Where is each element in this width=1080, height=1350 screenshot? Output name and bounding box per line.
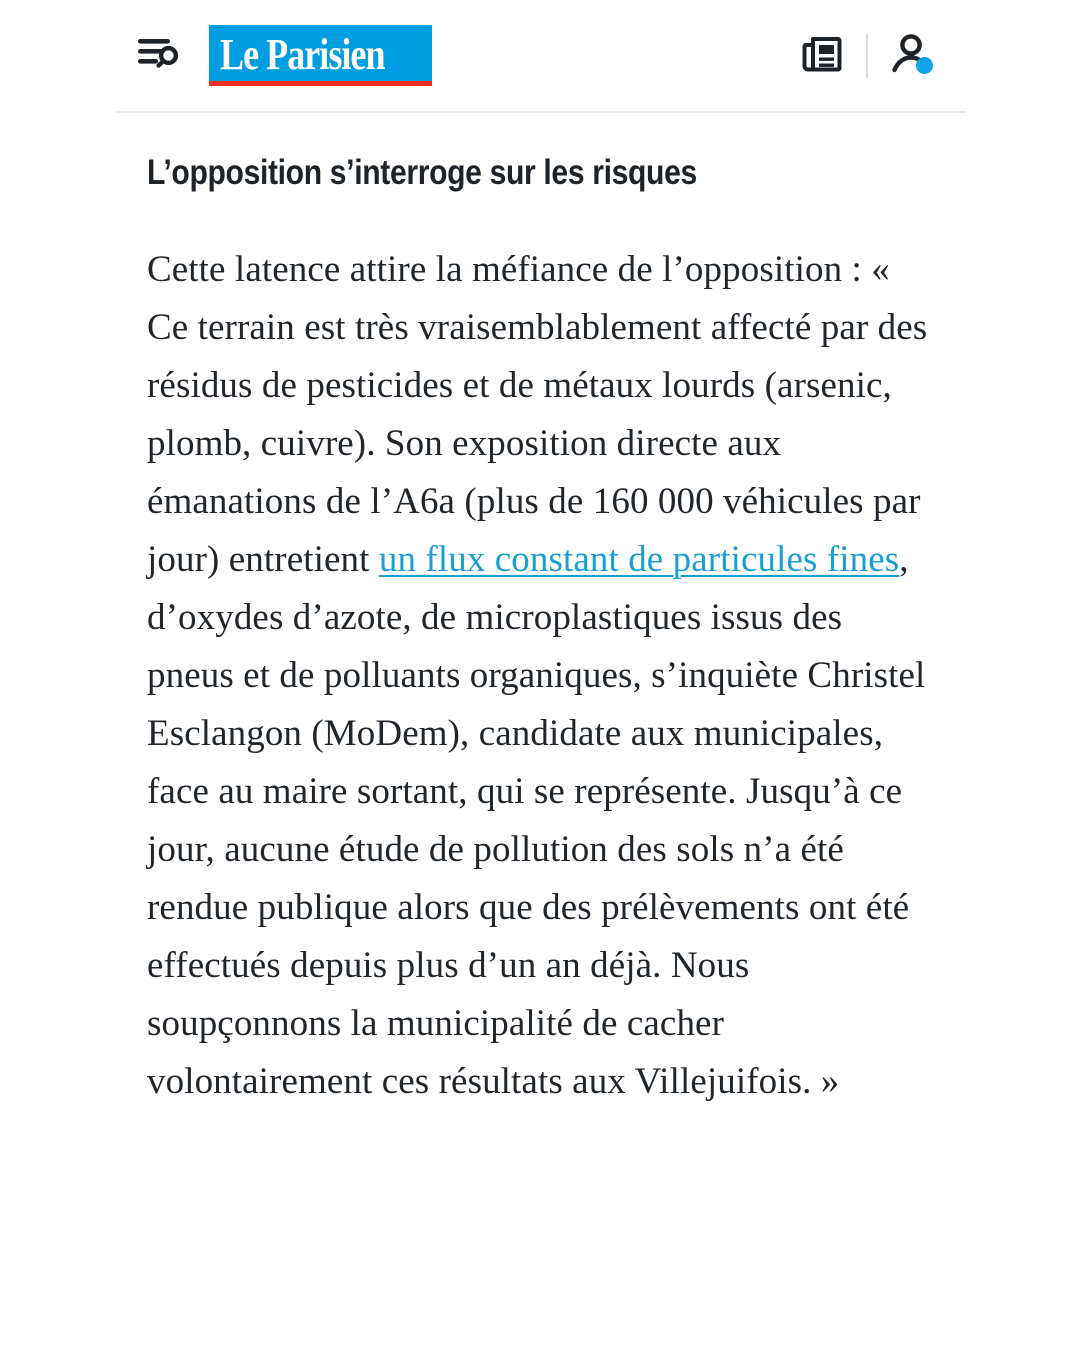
header-left-group <box>133 25 432 86</box>
menu-search-icon <box>136 34 182 77</box>
article-paragraph <box>147 241 937 1111</box>
account-button[interactable] <box>880 27 944 85</box>
menu-search-button[interactable] <box>133 32 185 80</box>
header-divider <box>866 34 868 78</box>
paragraph-text-after-link: , d’oxydes d’azote, de microplastiques issus des pneus et de polluants organiques, s’inquiète Christel Esclangon (MoDem), candidate aux municipales, face au maire sortant, qui se représente. Jusqu’à ce jour, aucune étude de pollution des sols n’a été rendue publique alors que des prélèvements ont été effectués depuis plus d’un an déjà. Nous soupçonnons la municipalité de cacher volontairement ces résultats aux Villejuifois. » <box>147 539 926 1102</box>
account-notification-dot <box>916 57 933 74</box>
article-body <box>115 153 966 1111</box>
inline-article-link[interactable]: un flux constant de particules fines <box>378 539 900 580</box>
article-subheading: L’opposition s’interroge sur les risques <box>147 153 697 192</box>
paragraph-text-before-link: Cette latence attire la méfiance de l’opposition : « Ce terrain est très vraisemblablement affecté par des résidus de pesticides et de métaux lourds (arsenic, plomb, cuivre). Son exposition directe aux émanations de l’A6a (plus de 160 000 véhicules par jour) entretient <box>147 249 928 580</box>
header-right-group <box>790 27 944 85</box>
site-logo-text: Le Parisien <box>220 30 385 79</box>
kiosk-button[interactable] <box>790 27 854 85</box>
site-header <box>115 0 966 113</box>
newspaper-icon <box>800 33 844 78</box>
site-logo[interactable] <box>209 25 432 86</box>
article-viewport <box>115 0 966 1350</box>
